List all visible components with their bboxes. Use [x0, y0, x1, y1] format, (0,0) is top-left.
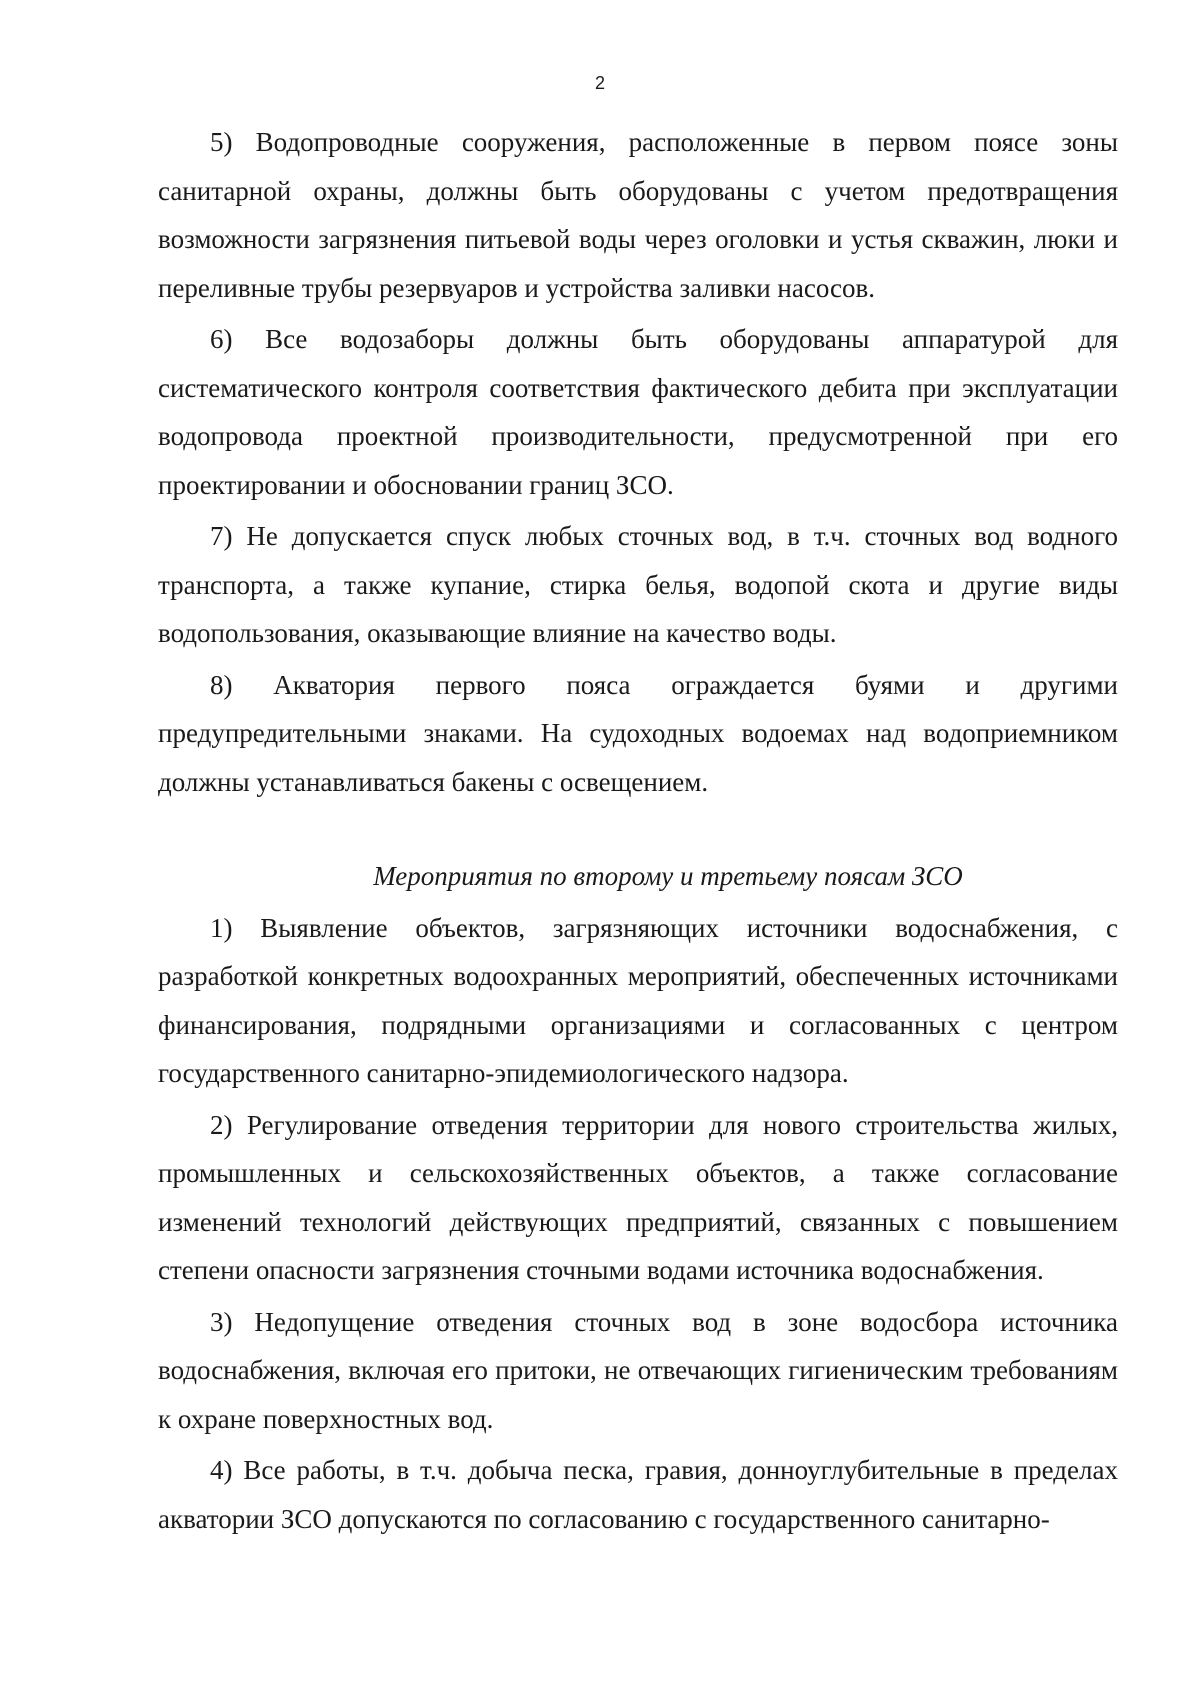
measure-item-2: 2) Регулирование отведения территории для нового строительства жилых, промышленных и сельскохозяйственных объектов, а также согласование изменений технологий действующих предприятий, связанных с повышением степени опасности загрязнения сточными водами источника водоснабжения.: [158, 1109, 1118, 1285]
page-number: 2: [594, 73, 605, 93]
section-heading: Мероприятия по второму и третьему поясам ЗСО: [373, 861, 963, 891]
document-body: [158, 118, 1118, 1546]
measure-item-4: 4) Все работы, в т.ч. добыча песка, гравия, донноуглубительные в пределах акватории ЗСО допускаются по согласованию с государственного санитарно-: [158, 1455, 1118, 1534]
measure-item-1: 1) Выявление объектов, загрязняющих источники водоснабжения, с разработкой конкретных водоохранных мероприятий, обеспеченных источниками финансирования, подрядными организациями и согласованных с центром государственного санитарно-эпидемиологического надзора.: [158, 912, 1118, 1088]
paragraph-item-8: 8) Акватория первого пояса ограждается буями и другими предупредительными знаками. На судоходных водоемах над водоприемником должны устанавливаться бакены с освещением.: [158, 669, 1118, 797]
measure-item-3: 3) Недопущение отведения сточных вод в зоне водосбора источника водоснабжения, включая его притоки, не отвечающих гигиеническим требованиям к охране поверхностных вод.: [158, 1306, 1118, 1434]
paragraph-item-6: 6) Все водозаборы должны быть оборудованы аппаратурой для систематического контроля соответствия фактического дебита при эксплуатации водопровода проектной производительности, предусмотренной при его проектировании и обосновании границ ЗСО.: [158, 324, 1118, 500]
paragraph-item-5: 5) Водопроводные сооружения, расположенные в первом поясе зоны санитарной охраны, должны быть оборудованы с учетом предотвращения возможности загрязнения питьевой воды через оголовки и устья скважин, люки и переливные трубы резервуаров и устройства заливки насосов.: [158, 127, 1118, 303]
paragraph-item-7: 7) Не допускается спуск любых сточных вод, в т.ч. сточных вод водного транспорта, а также купание, стирка белья, водопой скота и другие виды водопользования, оказывающие влияние на качество воды.: [158, 521, 1118, 648]
